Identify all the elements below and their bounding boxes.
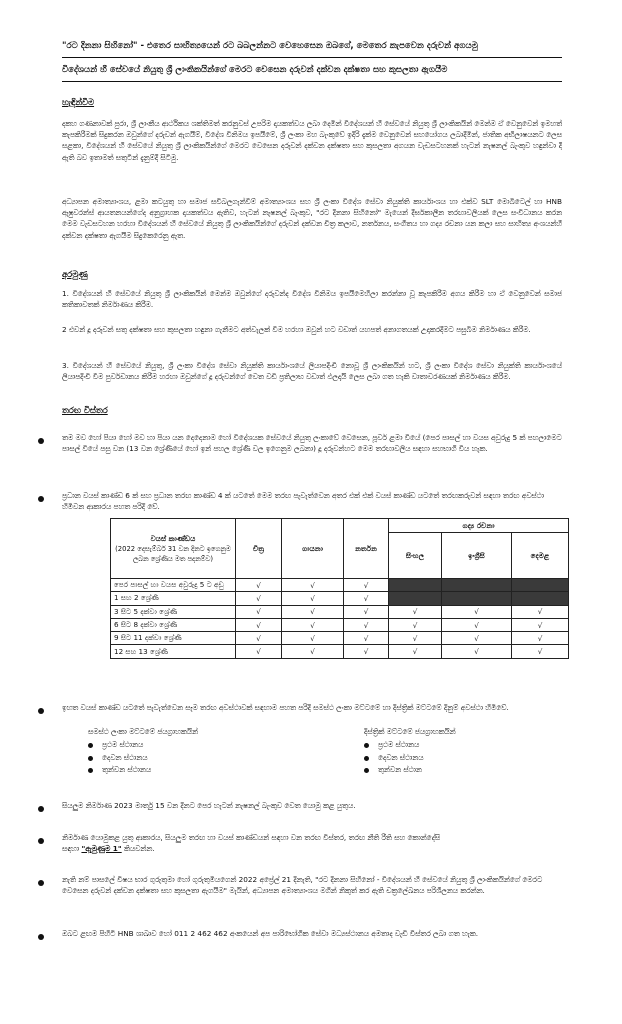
district-winners-list (364, 726, 564, 777)
title-divider-2 (62, 81, 562, 82)
dance-tick-cell: √ (344, 645, 389, 658)
list-item (364, 752, 564, 765)
singing-tick-cell: √ (282, 618, 344, 631)
essay-header: ගද්‍ය රචනා (389, 519, 569, 533)
bullet-dot (38, 496, 44, 502)
bullet-dot (364, 756, 369, 761)
objective-2: 2 එවන් දූ දරුවන් සතු දක්ෂතා සහ කුසලතා හඳුනා ගැනීමට අත්වැලක් වීම හරහා ඔවුන් හට වඩාත් යහපත් අනාගතයක් උදාකරදීමට පසුබිම නිර්මාණය කිරීම. (62, 325, 531, 334)
district-winners-heading: දිස්ත්‍රික් මට්ටමේ ජයග්‍රාහකයින් (364, 727, 456, 736)
dance-tick-cell: √ (344, 579, 389, 592)
english-tick-cell: √ (442, 618, 512, 631)
singing-tick-cell: √ (282, 579, 344, 592)
annex-1-link[interactable]: "ඇමුණුම 1" (81, 844, 122, 854)
singing-header: ගායනා (282, 519, 344, 579)
art-header: චිත්‍ර (236, 519, 282, 579)
dance-tick-cell: √ (344, 605, 389, 618)
english-tick-cell: √ (442, 605, 512, 618)
art-tick-cell: √ (236, 645, 282, 658)
table-row (111, 618, 569, 631)
singing-tick-cell: √ (282, 605, 344, 618)
sinhala-tick-cell: √ (389, 605, 442, 618)
submission-text (62, 832, 562, 854)
district-place-1: ප්‍රථම ස්ථානය (378, 740, 420, 749)
tamil-tick-cell: √ (512, 618, 569, 631)
bullet-dot (88, 756, 93, 761)
title-line-2: විදේශයන් හී සේවයේ නියුතු ශ්‍රී ලාංකිකයින්ගේ මෙරට වෙසෙන දරුවන් දක්වන දක්ෂතා සහ කුසලතා ඇගයීම (62, 65, 448, 75)
age-category-table (110, 518, 569, 659)
tamil-unavailable-cell (512, 579, 569, 592)
bullet-dot (38, 880, 44, 886)
art-tick-cell: √ (236, 618, 282, 631)
title-line-1: "රට දිනනා සිහිනෝ" - එතෙර සාහිත්‍යයෙන් රට බබලන්නට වෙහෙසෙන ඔබගේ, මෙතෙර කැපවෙන දරුවන් අගයමු (62, 41, 478, 51)
national-place-2: දෙවන ස්ථානය (102, 752, 148, 762)
district-place-2: දෙවන ස්ථානය (378, 752, 424, 762)
art-tick-cell: √ (236, 592, 282, 605)
english-unavailable-cell (442, 579, 512, 592)
intro-paragraph-2: අධ්‍යාපන අමාත්‍යාංශය, ළමා කටයුතු හා සමාජ සවිබලගැන්වීම් අමාත්‍යාංශය සහ ශ්‍රී ලංකා විදේශ සේවා නියුක්ති කාර්යාංශය හා එක්ව SLT මොබිටෙල් හා HNB ඇෂුවරන්ස් ආයතනයන්ගේද අනුග්‍රාහක දායකත්වය ඇතිව, හැටන් නැෂනල් බැංකුව, "රට දිනනා සිහිනෝ" මැයෙන් දීර්ඝකාලීන තරඟාවලියක් ලෙස සංවිධානය කරන මෙම වැඩසටහන හරහා විදේශයන් හී සේවයේ නියුතු ශ්‍රී ලාංකිකයින්ගේ දරුවන් දක්වන චිත්‍ර කලාව, නර්තනය, සංගීතය හා ගද්‍ය රචනා යන කලා සහ සාහිත්‍ය අංශයන්හී දක්වන දක්ෂතා ඇගයීම සිදුකෙරෙනු ඇත. (62, 197, 562, 240)
details-heading: තරඟ විස්තර (62, 405, 108, 415)
tamil-unavailable-cell (512, 592, 569, 605)
list-item (364, 764, 564, 777)
art-tick-cell: √ (236, 605, 282, 618)
bullet-dot (38, 806, 44, 812)
sinhala-unavailable-cell (389, 592, 442, 605)
categories-text: ප්‍රධාන වයස් කාණ්ඩ 6 ක් සහ ප්‍රධාන තරඟ කාණ්ඩ 4 ක් යටතේ මෙම තරඟ පැවැත්වෙන අතර එක් එක් වයස් කාණ්ඩ යටතේ තරඟකරුවන් සඳහා තරඟ අවස්ථා හිමිවන ආකාරය පහත පරිදි වේ. (62, 491, 545, 512)
table-row (111, 632, 569, 645)
submission-text-pre: සඳහා (62, 844, 82, 854)
english-tick-cell: √ (442, 645, 512, 658)
tamil-tick-cell: √ (512, 605, 569, 618)
singing-tick-cell: √ (282, 632, 344, 645)
table-body (111, 579, 569, 659)
age-group-cell: 12 සහ 13 ශ්‍රේණි (111, 645, 236, 658)
table-row (111, 605, 569, 618)
submission-text-line-1: නිර්මාණ යොමුකළ යුතු ආකාරය, සියලුම තරඟ හා වයස් කාණ්ඩයන් සඳහා වන තරඟ විස්තර, තරඟ නීති රීති සහ කොන්දේසි (62, 833, 441, 842)
bullet-dot (38, 708, 44, 714)
winners-text: ඉහත වයස් කාණ්ඩ යටතේ පැවැත්වෙන සෑම තරඟ අවස්ථාවක් සඳහාම පහත පරිදි සමස්ථ ලංකා මට්ටමේ හා දිස්ත්‍රික් මට්ටමේ දිනුම් අවස්ථා හිමිවේ. (62, 703, 509, 712)
singing-tick-cell: √ (282, 592, 344, 605)
submission-text-post: කියවන්න. (121, 844, 155, 854)
list-item (364, 739, 564, 752)
age-group-title: වයස් කාණ්ඩය (150, 533, 196, 543)
english-unavailable-cell (442, 592, 512, 605)
table-row (111, 579, 569, 592)
contact-text: ඔබට ළඟම පිහිටි HNB ශාඛාව හෝ 011 2 462 462 අංකයෙන් අප පාරිභෝගික සේවා මධ්‍යස්ථානය අමතාද වැඩි විස්තර ලබා ගත හැක. (62, 929, 479, 938)
table-row (111, 592, 569, 605)
sinhala-header: සිංහල (389, 533, 442, 579)
eligibility-text: තම මව හෝ පියා හෝ මව හා පියා යන දෙදෙනාම හෝ විදේශයක සේවයේ නියුතු ලංකාවේ වෙසෙන, පූර්ව ළමා වියේ (පෙර පාසල් හා වයස අවුරුදු 5 ක් පහලාමෙට පාසල් වියේ පසු වන (13 වන ශ්‍රේණියේ හෝ ඉන් පහල ශ්‍රේණි වල ඉගෙනුම ලබනා) දූ දරුවන්හට මෙම තරඟාවලිය සඳහා සහභාගි විය හැක. (62, 433, 562, 454)
tamil-header: දෙමළ (512, 533, 569, 579)
english-header: ඉංග්‍රීසි (442, 533, 512, 579)
bullet-dot (364, 743, 369, 748)
list-item (88, 764, 308, 777)
objective-1: 1. විදේශයන් හී සේවයේ නියුතු ශ්‍රී ලාංකිකයින් මෙන්ම ඔවුන්ගේ දරුවන්ද විදේශ විනිමය ඉපයීමෙහිලා කරන්නා වූ කැපකිරීම අගය කිරීම හා ඒ වෙනුවෙන් සමාජ කතිකාවතක් නිර්මාණය කිරීම. (62, 289, 562, 310)
national-winners-list (88, 726, 308, 777)
title-divider-1 (62, 57, 562, 58)
bullet-dot (88, 768, 93, 773)
bullet-dot (364, 768, 369, 773)
dance-header: නර්තන (344, 519, 389, 579)
intro-heading: හැඳින්වීම (62, 97, 95, 107)
age-group-cell: 3 සිට 5 දක්වා ශ්‍රේණි (111, 605, 236, 618)
english-tick-cell: √ (442, 632, 512, 645)
age-group-cell: 9 සිට 11 දක්වා ශ්‍රේණි (111, 632, 236, 645)
dance-tick-cell: √ (344, 618, 389, 631)
objectives-heading: අරමුණු (62, 269, 88, 279)
table-row (111, 645, 569, 658)
circular-text: නැති නම් පාසලේ විෂය භාර ගුරුතුමා හෝ ගුරුතුමියගෙන් 2022 අප්‍රේල් 21 දිනැති, "රට දිනනා සිහිනෝ - විදේශයන් හී සේවයේ නියුතු ශ්‍රී ලාංකිකයින්ගේ මෙරට වෙසෙන දරුවන් දක්වන දක්ෂතා සහ කුසලතා ඇගයීම" මැයින්, අධ්‍යාපන අමාත්‍යාංශය මගින් නිකුත් කර ඇති චක්‍රලේඛනය පරිශීලනය කරන්න. (62, 875, 543, 896)
singing-tick-cell: √ (282, 645, 344, 658)
objective-3: 3. විදේශයන් හී සේවයේ නියුතු, ශ්‍රී ලංකා විදේශ සේවා නියුක්ති කාර්යාංශයේ ලියාපදිංචි නොවූ ශ්‍රී ලාංකිකයින් හට, ශ්‍රී ලංකා විදේශ සේවා නියුක්ති කාර්යාංශයේ ලියාපදිංචි වීම පුර්වඩානය කිරීම හරහා ඔවුන්ගේ දූ දරුවන්ගේ වෙත වඩි ප්‍රතිලාභ වඩාත් ඵලදායි ලෙස ලබා ගත හැකි වාතාවරණයක් නිර්මාණය කිරීම. (62, 361, 562, 382)
national-place-1: ප්‍රථම ස්ථානය (102, 740, 144, 749)
bullet-dot (38, 438, 44, 444)
tamil-tick-cell: √ (512, 632, 569, 645)
art-tick-cell: √ (236, 579, 282, 592)
list-item (88, 752, 308, 765)
age-group-header (111, 519, 236, 579)
age-group-cell: පෙර පාසල් හා වයස අවුරුදු 5 ට අඩු (111, 579, 236, 592)
art-tick-cell: √ (236, 632, 282, 645)
dance-tick-cell: √ (344, 592, 389, 605)
age-group-note: (2022 දෙසැම්බර් 31 වන දිනට ඉගෙනුම ලබන ශ්‍රේණිය මත පදනම්ව) (115, 544, 231, 563)
sinhala-unavailable-cell (389, 579, 442, 592)
age-group-cell: 1 සහ 2 ශ්‍රේණි (111, 592, 236, 605)
intro-paragraph-1: දකහ ගණනාවක් පුරා, ශ්‍රී ලාංකීය ආර්ථිකය ශක්තිමත් කරනුවස් උපරිම දායකත්වය ලබා දෙමින් විදේශයන් හී සේවයේ නියුතු ශ්‍රී ලාංකිකයින් මෙන්ම ඒ වෙනුවෙන් ඉමහත් කැපකිරීමක් සිදුකරන ඔවුන්ගේ දරුවන් ඇගයීම්, විදේශ විනිමය ඉපයීමේ, ශ්‍රී ලංකා මහ බැංකුවේ ඉදිරි දැක්ම වෙනුවෙන් සහයෝගය ලබාදීමින්, ජාතික අභිලාෂයනට ලෙස සළකා, විදේශයන් හී සේවයේ නියුතු ශ්‍රී ලාංකිකයින්ගේ මෙරට වෙසෙන දරුවන් දක්වන දක්ෂතා සහ කුසලතා අගයන වැඩසටහනක් හැටන් නැෂනල් බැංකුව හඳුන්වා දී ඇති බව ඉතාමත් සතුටින් දැනුම්දී සිටිමු. (62, 119, 562, 162)
deadline-text: සියලුම නිර්මාණ 2023 මාර්තු 15 වන දිනට පෙර හැටන් නැෂනල් බැංකුව වෙත යොමු කළ යුතුය. (62, 801, 356, 810)
bullet-dot (38, 934, 44, 940)
bullet-dot (88, 743, 93, 748)
sinhala-tick-cell: √ (389, 632, 442, 645)
national-place-3: තුන්වන ස්ථානය (102, 765, 152, 774)
tamil-tick-cell: √ (512, 645, 569, 658)
age-group-cell: 6 සිට 8 දක්වා ශ්‍රේණි (111, 618, 236, 631)
bullet-dot (38, 838, 44, 844)
district-place-3: තුන්වන ස්ථාන (378, 765, 422, 774)
sinhala-tick-cell: √ (389, 645, 442, 658)
sinhala-tick-cell: √ (389, 618, 442, 631)
list-item (88, 739, 308, 752)
national-winners-heading: සමස්ථ ලංකා මට්ටමේ ජයග්‍රාහකයින් (88, 727, 198, 736)
dance-tick-cell: √ (344, 632, 389, 645)
